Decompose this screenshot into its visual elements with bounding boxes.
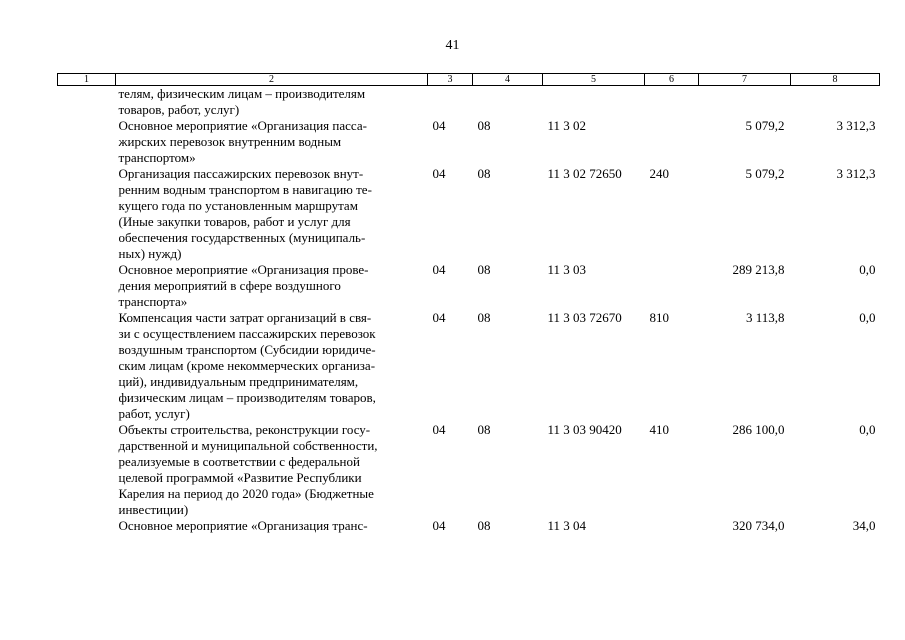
table-row [58, 86, 880, 119]
cell-section: 04 [432, 422, 446, 437]
cell-amount-col8: 0,0 [859, 262, 876, 277]
cell-target-article: 11 3 02 [547, 118, 587, 133]
column-header: 1 [58, 74, 116, 86]
column-header: 8 [791, 74, 880, 86]
cell-subsection: 08 [477, 118, 491, 133]
cell-empty [58, 422, 116, 518]
column-header: 6 [645, 74, 699, 86]
cell-empty [58, 310, 116, 422]
cell-section: 04 [432, 118, 446, 133]
table-header [58, 74, 880, 86]
cell-expense-type [645, 118, 699, 166]
cell-amount-col7: 320 734,0 [732, 518, 785, 533]
cell-description: Основное мероприятие «Организация транс- [118, 518, 368, 533]
cell-amount-col8: 0,0 [859, 310, 876, 325]
cell-subsection: 08 [477, 422, 491, 437]
cell-amount-col8: 0,0 [859, 422, 876, 437]
cell-section: 04 [432, 262, 446, 277]
column-header: 4 [473, 74, 543, 86]
cell-expense-type: 810 [649, 310, 669, 325]
cell-amount-col7: 289 213,8 [732, 262, 785, 277]
column-header: 2 [116, 74, 428, 86]
cell-amount-col8: 3 312,3 [836, 118, 876, 133]
cell-amount-col7: 286 100,0 [732, 422, 785, 437]
cell-amount-col7: 5 079,2 [745, 166, 785, 181]
cell-subsection: 08 [477, 518, 491, 533]
cell-subsection: 08 [477, 262, 491, 277]
cell-target-article: 11 3 03 90420 [547, 422, 622, 437]
cell-description: Объекты строительства, реконструкции госу- дарственной и муниципальной собственности, реализуемые в соответствии с федеральной целевой программой «Развитие Республики Карелия на период до 2020 года» (Бюджетные инвестиции) [118, 422, 378, 517]
cell-target-article: 11 3 03 [547, 262, 587, 277]
cell-description: Основное мероприятие «Организация прове- дения мероприятий в сфере воздушного транспорта» [118, 262, 369, 309]
cell-description: телям, физическим лицам – производителям товаров, работ, услуг) [118, 86, 366, 117]
cell-empty [58, 262, 116, 310]
cell-target-article: 11 3 03 72670 [547, 310, 622, 325]
cell-empty [58, 86, 116, 119]
cell-expense-type [645, 86, 699, 119]
table-row [58, 118, 880, 166]
table-row [58, 518, 880, 534]
cell-expense-type: 240 [649, 166, 669, 181]
cell-section: 04 [432, 166, 446, 181]
cell-target-article: 11 3 02 72650 [547, 166, 622, 181]
cell-section [428, 86, 473, 119]
cell-target-article: 11 3 04 [547, 518, 587, 533]
cell-expense-type [645, 518, 699, 534]
cell-empty [58, 118, 116, 166]
cell-subsection [473, 86, 543, 119]
table-row [58, 422, 880, 518]
column-header: 7 [699, 74, 791, 86]
cell-target-article [543, 86, 645, 119]
cell-amount-col8: 34,0 [852, 518, 876, 533]
cell-description: Компенсация части затрат организаций в свя- зи с осуществлением пассажирских перевозок воздушным транспортом (Субсидии юридиче- ским лицам (кроме некоммерческих организа- ций), индивидуальным предпринимателям, физическим лицам – производителям товаров, работ, услуг) [118, 310, 376, 421]
cell-empty [58, 166, 116, 262]
cell-amount-col8: 3 312,3 [836, 166, 876, 181]
table-body [58, 86, 880, 535]
table-row [58, 310, 880, 422]
header-row [58, 74, 880, 86]
cell-empty [58, 518, 116, 534]
cell-description: Организация пассажирских перевозок внут- ренним водным транспортом в навигацию те- кущего года по установленным маршрутам (Иные закупки товаров, работ и услуг для обеспечения государственных (муниципаль- ных) нужд) [118, 166, 372, 261]
cell-amount-col7: 3 113,8 [745, 310, 785, 325]
column-header: 3 [428, 74, 473, 86]
cell-subsection: 08 [477, 310, 491, 325]
cell-expense-type: 410 [649, 422, 669, 437]
table-row [58, 262, 880, 310]
cell-amount-col7 [699, 86, 791, 119]
cell-description: Основное мероприятие «Организация пасса- жирских перевозок внутренним водным транспортом» [118, 118, 367, 165]
budget-table [57, 73, 880, 534]
cell-amount-col7: 5 079,2 [745, 118, 785, 133]
cell-subsection: 08 [477, 166, 491, 181]
cell-expense-type [645, 262, 699, 310]
cell-section: 04 [432, 518, 446, 533]
table-row [58, 166, 880, 262]
cell-amount-col8 [791, 86, 880, 119]
cell-section: 04 [432, 310, 446, 325]
page-number: 41 [445, 38, 460, 53]
column-header: 5 [543, 74, 645, 86]
